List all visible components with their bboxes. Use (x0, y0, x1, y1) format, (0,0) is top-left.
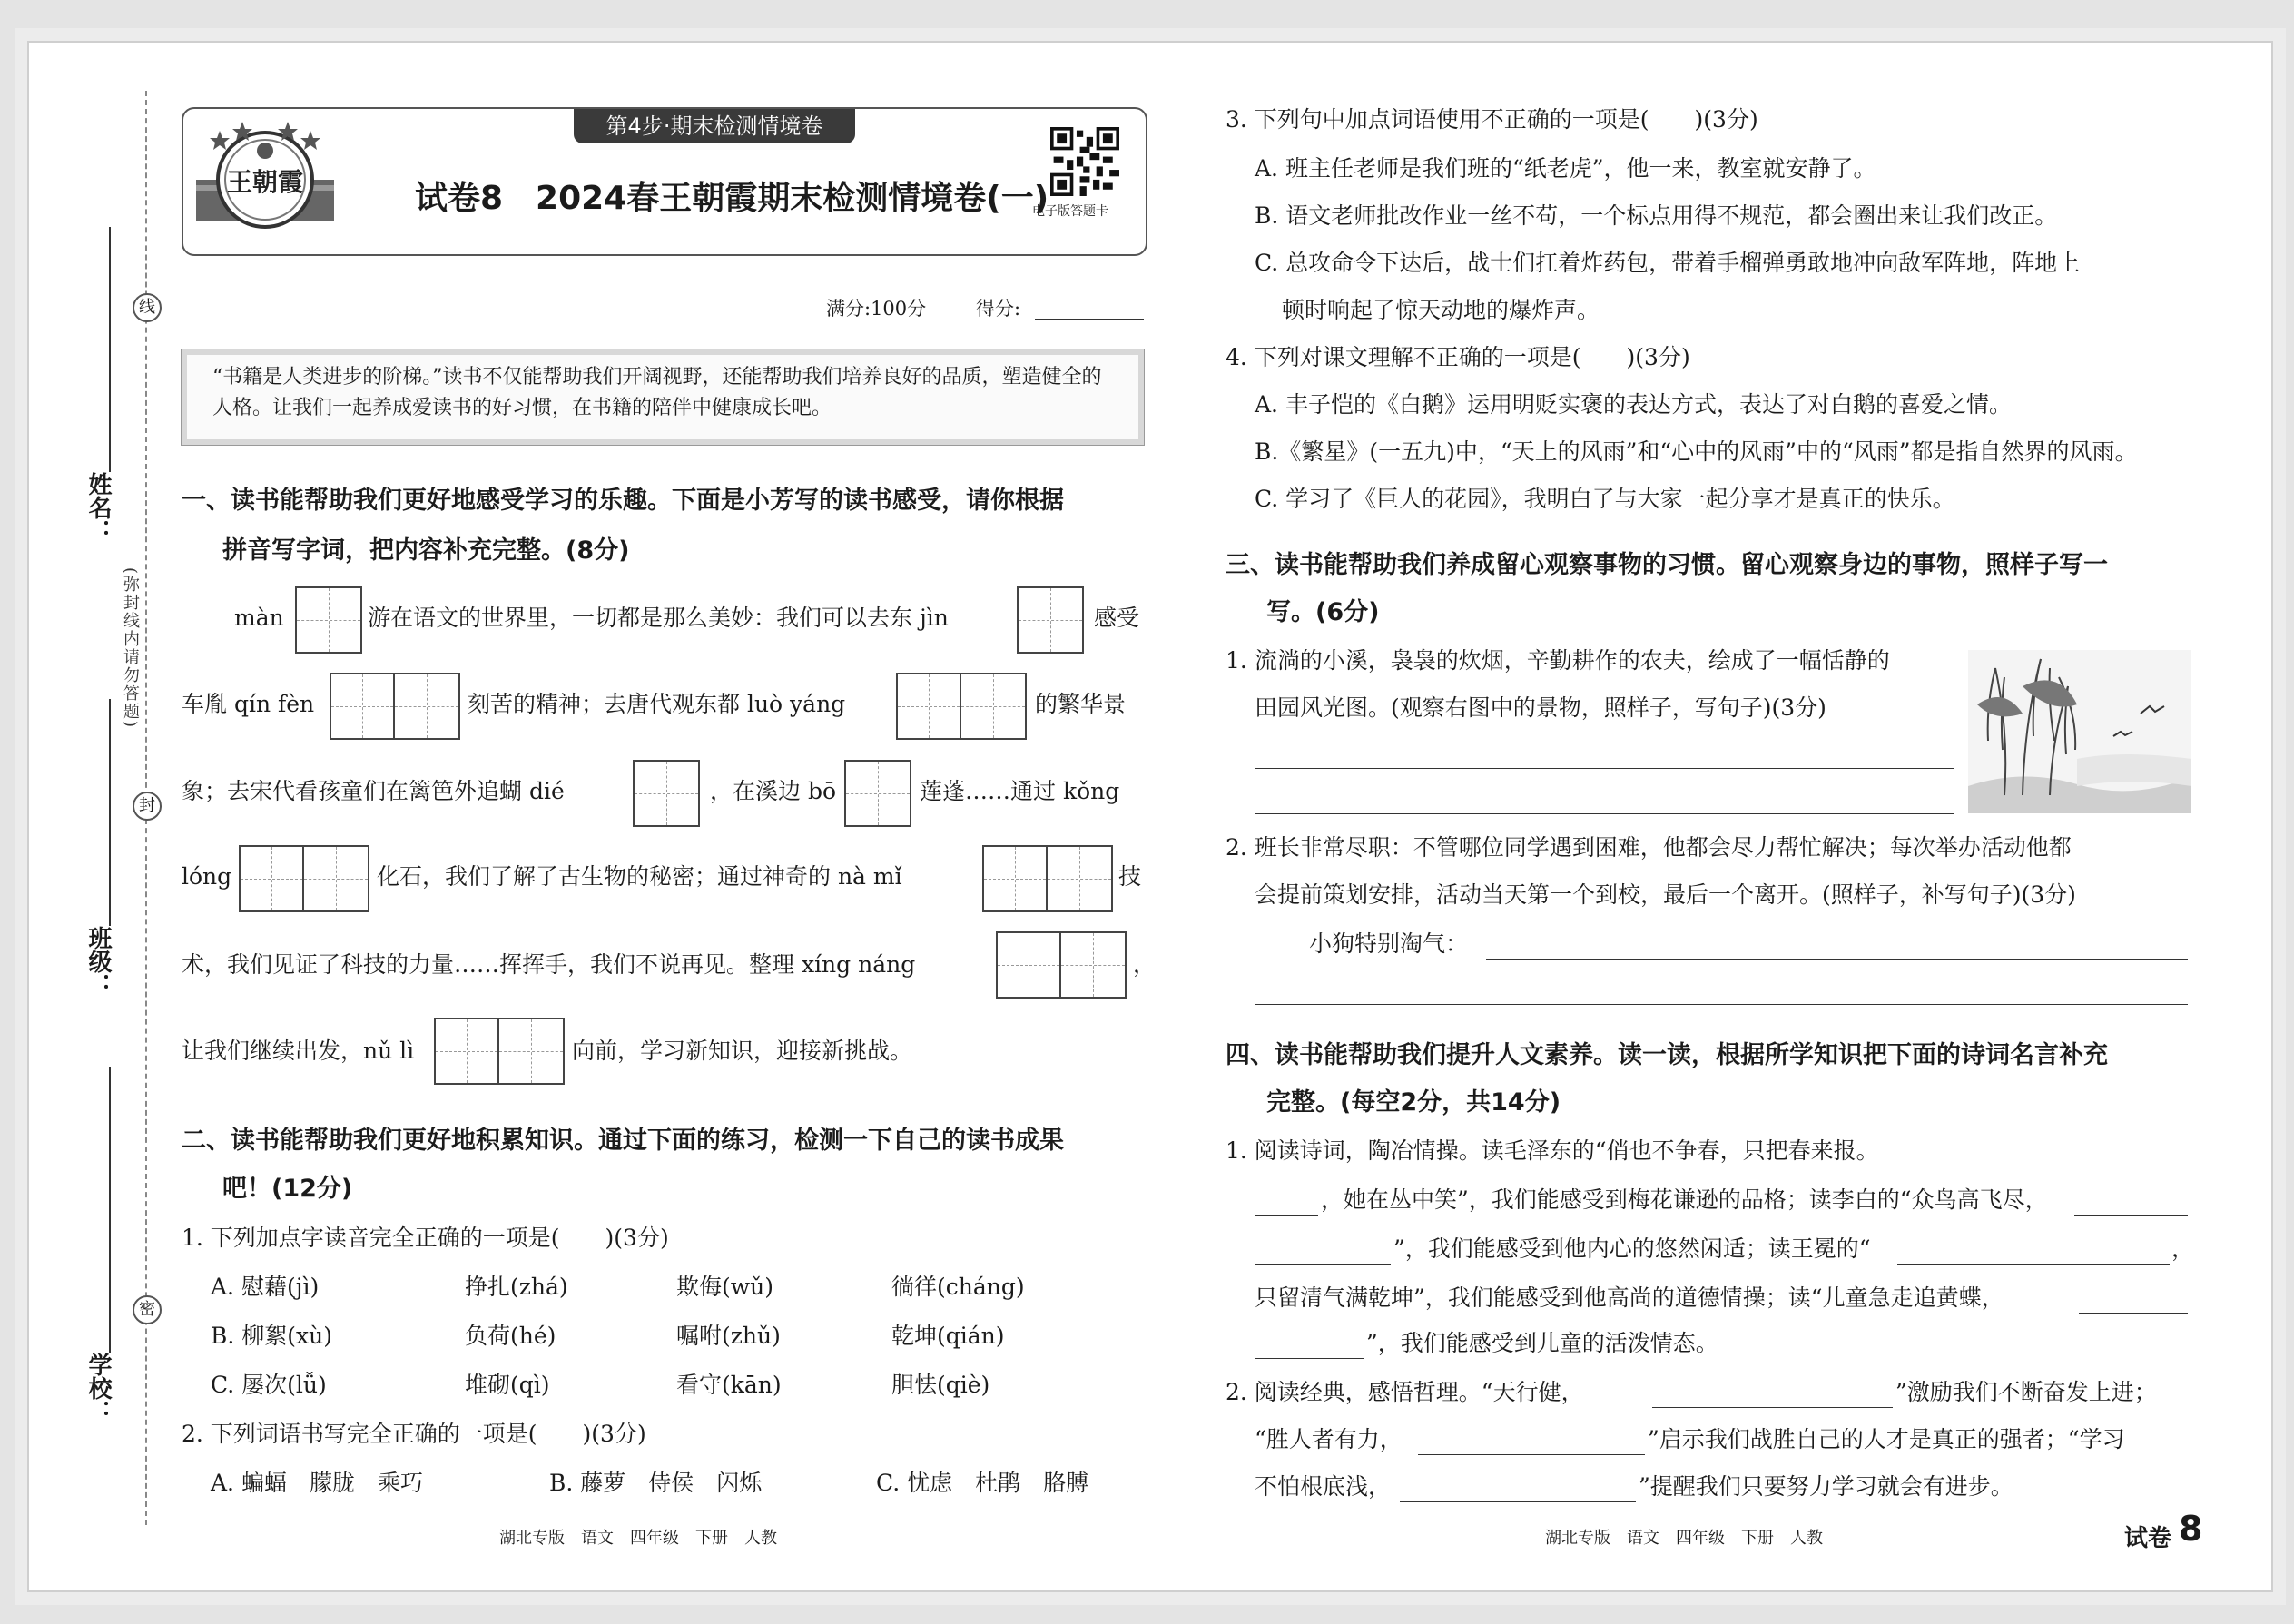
s1-text-12: 技 (1118, 863, 1142, 890)
answer-grid[interactable] (996, 931, 1127, 999)
q4-option-c[interactable]: C. 学习了《巨人的花园》，我明白了与大家一起分享才是真正的快乐。 (1255, 486, 1955, 512)
s4-q2-line1: 2. 阅读经典，感悟哲理。“天行健， (1226, 1379, 1584, 1405)
step-banner: 第4步·期末检测情境卷 (574, 109, 855, 143)
section1-title-line1: 一、读书能帮助我们更好地感受学习的乐趣。下面是小芳写的读书感受，请你根据 (182, 487, 1064, 515)
q2-option[interactable]: B. 藤萝 侍侯 闪烁 (549, 1470, 763, 1496)
q4-stem: 4. 下列对课文理解不正确的一项是( )(3分) (1226, 344, 1690, 370)
answer-line[interactable] (1255, 1264, 1391, 1265)
answer-line[interactable] (1418, 1454, 1645, 1455)
s4-q1-line5: ”，我们能感受到儿童的活泼情态。 (1366, 1330, 1718, 1356)
page-label: 试卷 (2124, 1525, 2172, 1552)
s1-text-5: 刻苦的精神；去唐代观东都 luò yáng (468, 691, 846, 717)
answer-line[interactable] (1652, 1407, 1893, 1408)
intro-quote: “书籍是人类进步的阶梯。”读书不仅能帮助我们开阔视野，还能帮助我们培养良好的品质，塑造健全的人格。让我们一起养成爱读书的好习惯，在书籍的陪伴中健康成长吧。 (182, 349, 1144, 445)
s4-q1-line3: ”，我们能感受到他内心的悠然闲适；读王冕的“ (1393, 1235, 1871, 1262)
s3-q2-prompt: 小狗特别淘气： (1309, 930, 1469, 957)
full-score: 满分:100分 (826, 298, 927, 320)
page-number: 8 (2179, 1509, 2203, 1549)
answer-grid[interactable] (330, 673, 460, 740)
q1-option[interactable]: 欺侮(wǔ) (676, 1274, 774, 1300)
exam-title: 试卷8 2024春王朝霞期末检测情境卷(一) (415, 180, 1049, 217)
answer-grid[interactable] (1017, 586, 1084, 654)
section2-title-line2: 吧！(12分) (222, 1175, 353, 1203)
s4-q2-line2: “胜人者有力， (1255, 1426, 1403, 1452)
score-blank[interactable] (1035, 319, 1144, 320)
s4-q1-line4: 只留清气满乾坤”，我们能感受到他高尚的道德情操；读“儿童急走追黄蝶， (1255, 1284, 2004, 1311)
name-label: 姓名： (84, 472, 112, 543)
brand-logo-icon (192, 116, 338, 243)
answer-grid[interactable] (633, 760, 700, 827)
answer-line[interactable] (1486, 959, 2188, 960)
s3-q1-line1: 1. 流淌的小溪，袅袅的炊烟，辛勤耕作的农夫，绘成了一幅恬静的 (1226, 647, 1890, 674)
answer-grid[interactable] (982, 845, 1113, 912)
s1-text-8: ，在溪边 bō (710, 778, 837, 804)
answer-grid[interactable] (295, 586, 362, 654)
q1-option[interactable]: 乾坤(qián) (891, 1323, 1005, 1349)
s1-text-9: 莲蓬……通过 kǒng (920, 778, 1120, 804)
section4-title-line2: 完整。(每空2分，共14分) (1266, 1088, 1561, 1117)
q1-option[interactable]: 嘱咐(zhǔ) (676, 1323, 781, 1349)
s1-text-3: 感受 (1094, 605, 1140, 631)
s4-q1-line3-end: ， (2171, 1235, 2195, 1262)
q1-option[interactable]: 徜徉(cháng) (891, 1274, 1025, 1300)
s4-q2-line2-end: ”启示我们战胜自己的人才是真正的强者；“学习 (1648, 1426, 2125, 1452)
s1-text-2: 游在语文的世界里，一切都是那么美妙：我们可以去东 jìn (368, 605, 949, 631)
s3-q1-line2: 田园风光图。(观察右图中的景物，照样子，写句子)(3分) (1255, 694, 1826, 721)
svg-text:王朝霞: 王朝霞 (226, 167, 304, 197)
s4-q2-line3: 不怕根底浅， (1255, 1473, 1392, 1500)
q2-option[interactable]: C. 忧虑 杜鹃 胳膊 (876, 1470, 1089, 1496)
q3-stem: 3. 下列句中加点词语使用不正确的一项是( )(3分) (1226, 106, 1758, 133)
section2-title-line1: 二、读书能帮助我们更好地积累知识。通过下面的练习，检测一下自己的读书成果 (182, 1127, 1064, 1155)
q1-option[interactable]: 胆怯(qiè) (891, 1372, 990, 1398)
answer-line[interactable] (1255, 1215, 1318, 1216)
q3-option-c[interactable]: C. 总攻命令下达后，战士们扛着炸药包，带着手榴弹勇敢地冲向敌军阵地，阵地上 (1255, 250, 2081, 276)
qr-code-icon[interactable] (1050, 127, 1119, 196)
footer-right: 湖北专版 语文 四年级 下册 人教 (1545, 1529, 1823, 1548)
exam-header (182, 107, 1147, 256)
countryside-illustration-icon (1968, 650, 2191, 813)
q1-option[interactable]: 堆砌(qì) (465, 1372, 550, 1398)
answer-line[interactable] (2079, 1313, 2188, 1314)
section4-title-line1: 四、读书能帮助我们提升人文素养。读一读，根据所学知识把下面的诗词名言补充 (1226, 1041, 2108, 1069)
school-label: 学校： (84, 1353, 112, 1423)
answer-grid[interactable] (434, 1018, 565, 1085)
answer-line[interactable] (1897, 1264, 2170, 1265)
answer-line[interactable] (1255, 1358, 1364, 1359)
s2-q1: 1. 下列加点字读音完全正确的一项是( )(3分) (182, 1225, 669, 1251)
q3-option-c-cont: 顿时响起了惊天动地的爆炸声。 (1282, 297, 1600, 323)
s1-text-1: màn (234, 605, 284, 631)
q1-option[interactable]: B. 柳絮(xù) (211, 1323, 332, 1349)
school-field-line[interactable] (109, 1067, 111, 1353)
class-field-line[interactable] (109, 699, 111, 926)
q3-option-a[interactable]: A. 班主任老师是我们班的“纸老虎”，他一来，教室就安静了。 (1255, 155, 1876, 182)
s1-text-16: 向前，学习新知识，迎接新挑战。 (572, 1038, 913, 1064)
name-field-line[interactable] (109, 227, 111, 472)
s1-text-10: lóng (182, 863, 232, 890)
answer-grid[interactable] (896, 673, 1027, 740)
s4-q1-line1: 1. 阅读诗词，陶冶情操。读毛泽东的“俏也不争春，只把春来报。 (1226, 1137, 1879, 1164)
answer-line[interactable] (1255, 813, 1954, 814)
s4-q2-line3-end: ”提醒我们只要努力学习就会有进步。 (1639, 1473, 2013, 1500)
binding-note: (弥封线内请勿答题) (121, 567, 140, 730)
binding-circle-xian: 线 (133, 293, 162, 322)
s1-text-13: 术，我们见证了科技的力量……挥挥手，我们不说再见。整理 xíng náng (182, 951, 916, 978)
s2-q2: 2. 下列词语书写完全正确的一项是( )(3分) (182, 1421, 646, 1447)
s4-q2-line1-end: ”激励我们不断奋发上进； (1895, 1379, 2157, 1405)
q1-option[interactable]: 挣扎(zhá) (465, 1274, 568, 1300)
s3-q2-line2: 会提前策划安排，活动当天第一个到校，最后一个离开。(照样子，补写句子)(3分) (1255, 881, 2076, 908)
s1-text-15: 让我们继续出发，nǔ lì (182, 1038, 415, 1064)
footer-left: 湖北专版 语文 四年级 下册 人教 (499, 1529, 777, 1548)
s1-text-6: 的繁华景 (1035, 691, 1127, 717)
s1-text-7: 象；去宋代看孩童们在篱笆外追蝴 dié (182, 778, 565, 804)
s1-text-11: 化石，我们了解了古生物的秘密；通过神奇的 nà mǐ (377, 863, 902, 890)
qr-caption: 电子版答题卡 (1032, 204, 1108, 219)
q1-option[interactable]: 负荷(hé) (465, 1323, 556, 1349)
score-label: 得分: (976, 298, 1021, 320)
s3-q2-line1: 2. 班长非常尽职：不管哪位同学遇到困难，他都会尽力帮忙解决；每次举办活动他都 (1226, 834, 2072, 861)
section3-title-line2: 写。(6分) (1266, 598, 1380, 626)
section1-title-line2: 拼音写字词，把内容补充完整。(8分) (222, 536, 630, 565)
q2-option[interactable]: A. 蝙蝠 朦胧 乘巧 (211, 1470, 423, 1496)
s1-text-14: ， (1133, 951, 1157, 978)
binding-circle-mi: 密 (133, 1295, 162, 1324)
s1-text-4: 车胤 qín fèn (182, 691, 315, 717)
section3-title-line1: 三、读书能帮助我们养成留心观察事物的习惯。留心观察身边的事物，照样子写一 (1226, 551, 2108, 579)
q1-option[interactable]: A. 慰藉(jì) (211, 1274, 320, 1300)
class-label: 班级： (84, 926, 112, 997)
q3-option-b[interactable]: B. 语文老师批改作业一丝不苟，一个标点用得不规范，都会圈出来让我们改正。 (1255, 202, 2058, 229)
q1-option[interactable]: C. 屡次(lǚ) (211, 1372, 327, 1398)
answer-line[interactable] (1255, 768, 1954, 769)
answer-line[interactable] (1255, 1004, 2188, 1005)
q4-option-b[interactable]: B.《繁星》(一五九)中，“天上的风雨”和“心中的风雨”中的“风雨”都是指自然界的风雨。 (1255, 438, 2138, 465)
s4-q1-line2: ，她在丛中笑”，我们能感受到梅花谦逊的品格；读李白的“众鸟高飞尽， (1321, 1186, 2048, 1213)
binding-circle-feng: 封 (133, 792, 162, 821)
answer-line[interactable] (1400, 1501, 1636, 1502)
answer-grid[interactable] (844, 760, 911, 827)
answer-grid[interactable] (239, 845, 369, 912)
answer-line[interactable] (2074, 1215, 2188, 1216)
q1-option[interactable]: 看守(kān) (676, 1372, 782, 1398)
q4-option-a[interactable]: A. 丰子恺的《白鹅》运用明贬实褒的表达方式，表达了对白鹅的喜爱之情。 (1255, 391, 2012, 418)
